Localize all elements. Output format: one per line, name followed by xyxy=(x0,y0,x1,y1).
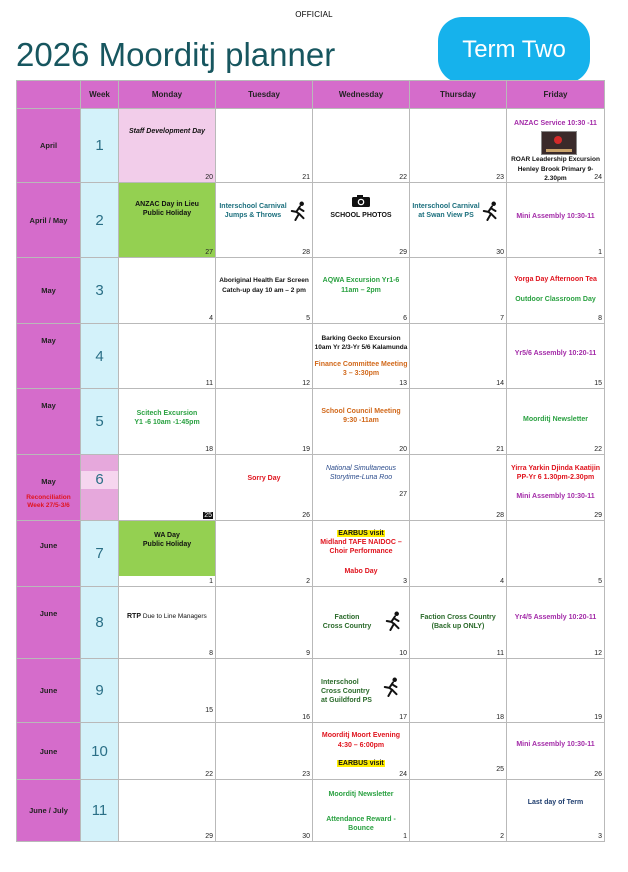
week-number: 1 xyxy=(81,109,119,183)
day-cell xyxy=(119,723,216,780)
event-text: Faction xyxy=(334,614,360,621)
event-text: Catch-up day 10 am – 2 pm xyxy=(222,287,306,294)
day-number: 11 xyxy=(205,380,213,387)
month-label: May xyxy=(41,477,56,486)
day-cell xyxy=(119,659,216,723)
day-number: 15 xyxy=(205,707,213,714)
week-number: 4 xyxy=(81,324,119,389)
day-number: 15 xyxy=(594,380,602,387)
day-cell xyxy=(507,324,605,389)
day-number: 2 xyxy=(306,578,310,585)
day-cell xyxy=(410,324,507,389)
week-number: 11 xyxy=(81,780,119,842)
week-row xyxy=(17,780,605,842)
day-cell xyxy=(313,455,410,521)
event-text: Yirra Yarkin Djinda Kaatijin xyxy=(510,465,601,472)
day-number: 22 xyxy=(594,446,602,453)
event-text: Aboriginal Health Ear Screen xyxy=(219,277,309,284)
day-number: 24 xyxy=(399,771,407,778)
day-number: 11 xyxy=(496,650,504,657)
day-number: 19 xyxy=(594,714,602,721)
day-number: 28 xyxy=(496,512,504,519)
day-cell xyxy=(410,455,507,521)
day-cell xyxy=(216,455,313,521)
day-cell xyxy=(216,521,313,587)
day-cell xyxy=(410,659,507,723)
event-text: Due to Line Managers xyxy=(142,613,207,620)
day-number: 8 xyxy=(209,650,213,657)
event-text: Public Holiday xyxy=(142,541,192,548)
day-cell xyxy=(216,389,313,455)
week-row xyxy=(17,258,605,324)
day-cell xyxy=(119,587,216,659)
month-cell: May xyxy=(17,324,81,389)
anzac-image xyxy=(541,131,577,155)
week-row xyxy=(17,183,605,258)
event-text: PP-Yr 6 1.30pm-2.30pm xyxy=(516,474,595,481)
day-cell xyxy=(410,521,507,587)
event-text: 4:30 – 6:00pm xyxy=(337,742,385,749)
event-text: 3 – 3:30pm xyxy=(342,370,380,377)
week-row xyxy=(17,659,605,723)
event-text: 9:30 -11am xyxy=(343,417,379,424)
day-number: 10 xyxy=(399,650,407,657)
event-text: 10am Yr 2/3-Yr 5/6 Kalamunda xyxy=(314,344,408,351)
week-number: 5 xyxy=(81,389,119,455)
header-row xyxy=(17,81,605,109)
event-text: Staff Development Day xyxy=(128,128,206,135)
day-number: 4 xyxy=(500,578,504,585)
event-text: Storytime-Luna Roo xyxy=(329,474,393,481)
day-cell xyxy=(507,521,605,587)
day-number: 30 xyxy=(302,833,310,840)
day-cell xyxy=(410,723,507,780)
event-text: WA Day xyxy=(154,532,180,539)
month-cell xyxy=(17,455,81,521)
day-cell xyxy=(507,659,605,723)
day-number: 5 xyxy=(598,578,602,585)
event-text: Barking Gecko Excursion xyxy=(321,335,401,342)
event-text: (Back up ONLY) xyxy=(431,623,485,630)
col-header-friday: Friday xyxy=(507,81,605,109)
event-text: National Simultaneous xyxy=(325,465,397,472)
day-cell xyxy=(216,258,313,324)
day-number: 18 xyxy=(496,714,504,721)
day-number: 16 xyxy=(302,714,310,721)
day-number: 9 xyxy=(306,650,310,657)
day-number: 13 xyxy=(399,380,407,387)
day-cell xyxy=(216,109,313,183)
day-number: 18 xyxy=(205,446,213,453)
week-number: 10 xyxy=(81,723,119,780)
day-number: 22 xyxy=(205,771,213,778)
event-text: RTP xyxy=(127,613,141,620)
week-row xyxy=(17,521,605,587)
col-header-wednesday: Wednesday xyxy=(313,81,410,109)
event-text: Yr5/6 Assembly 10:20-11 xyxy=(514,350,597,357)
event-text: 11am – 2pm xyxy=(341,287,381,294)
day-cell xyxy=(216,723,313,780)
day-number: 4 xyxy=(209,315,213,322)
day-cell xyxy=(119,183,216,258)
month-cell: June xyxy=(17,521,81,587)
week-number xyxy=(81,455,119,521)
week-row xyxy=(17,324,605,389)
col-header-week: Week xyxy=(81,81,119,109)
day-cell xyxy=(119,389,216,455)
day-number: 3 xyxy=(403,578,407,585)
month-cell: June xyxy=(17,659,81,723)
day-number: 22 xyxy=(399,174,407,181)
page-title: 2026 Moorditj planner xyxy=(16,36,336,73)
week-number: 3 xyxy=(81,258,119,324)
day-cell xyxy=(313,258,410,324)
event-text: Midland TAFE NAIDOC – xyxy=(320,539,402,546)
day-number: 25 xyxy=(204,512,212,519)
day-cell xyxy=(410,389,507,455)
day-number: 24 xyxy=(594,174,602,181)
day-cell xyxy=(507,723,605,780)
day-number: 29 xyxy=(399,249,407,256)
event-text: Interschool Carnival xyxy=(412,203,480,210)
day-cell xyxy=(119,780,216,842)
week-row xyxy=(17,723,605,780)
day-number: 1 xyxy=(598,249,602,256)
day-cell xyxy=(507,455,605,521)
day-cell xyxy=(313,723,410,780)
day-number: 20 xyxy=(205,174,213,181)
runner-icon xyxy=(383,677,401,697)
day-cell xyxy=(313,183,410,258)
event-text: SCHOOL PHOTOS xyxy=(330,212,392,219)
event-text: Interschool Carnival xyxy=(219,203,287,210)
event-text: Moorditj Newsletter xyxy=(523,416,588,423)
event-text: Public Holiday xyxy=(142,210,192,217)
week-number: 8 xyxy=(81,587,119,659)
day-cell xyxy=(313,587,410,659)
event-text: Scitech Excursion xyxy=(136,410,198,417)
runner-icon xyxy=(290,201,308,221)
event-text: ROAR Leadership Excursion xyxy=(511,156,600,163)
event-text: Mabo Day xyxy=(344,568,378,575)
day-number: 27 xyxy=(399,491,407,498)
day-cell xyxy=(507,587,605,659)
day-number: 1 xyxy=(403,833,407,840)
event-text: Mini Assembly 10:30-11 xyxy=(516,741,595,748)
day-cell xyxy=(507,780,605,842)
day-cell xyxy=(119,521,216,587)
week-row xyxy=(17,455,605,521)
day-number: 17 xyxy=(399,714,407,721)
event-text: Last day of Term xyxy=(527,799,584,806)
day-cell xyxy=(119,258,216,324)
day-cell xyxy=(313,780,410,842)
day-number: 1 xyxy=(209,578,213,585)
day-number: 23 xyxy=(302,771,310,778)
day-cell xyxy=(507,258,605,324)
day-number: 30 xyxy=(496,249,504,256)
day-number: 7 xyxy=(500,315,504,322)
event-text: Interschool xyxy=(321,679,359,686)
event-text: Y1 -6 10am -1:45pm xyxy=(134,419,200,426)
week-number-label: 6 xyxy=(81,471,118,489)
day-number: 28 xyxy=(302,249,310,256)
month-cell: June xyxy=(17,723,81,780)
day-cell xyxy=(216,587,313,659)
event-text: Mini Assembly 10:30-11 xyxy=(516,493,595,500)
day-number: 27 xyxy=(205,249,213,256)
term-badge: Term Two xyxy=(438,17,590,83)
week-number: 2 xyxy=(81,183,119,258)
event-text: Sorry Day xyxy=(247,475,281,482)
week-row xyxy=(17,389,605,455)
week-number: 7 xyxy=(81,521,119,587)
event-text: Moorditj Moort Evening xyxy=(321,732,401,739)
day-number: 5 xyxy=(306,315,310,322)
day-cell xyxy=(119,109,216,183)
col-header-monday: Monday xyxy=(119,81,216,109)
day-cell xyxy=(216,780,313,842)
camera-icon xyxy=(351,194,371,208)
day-number: 19 xyxy=(302,446,310,453)
day-number: 25 xyxy=(496,766,504,773)
day-cell xyxy=(313,521,410,587)
day-number: 12 xyxy=(594,650,602,657)
event-text: EARBUS visit xyxy=(338,530,384,537)
day-cell xyxy=(507,389,605,455)
reconciliation-note: Reconciliation Week 27/5-3/6 xyxy=(26,494,71,509)
month-cell: April / May xyxy=(17,183,81,258)
event-text: Outdoor Classroom Day xyxy=(515,296,596,303)
day-number: 26 xyxy=(594,771,602,778)
day-number: 21 xyxy=(302,174,310,181)
day-number: 21 xyxy=(496,446,504,453)
day-number: 14 xyxy=(496,380,504,387)
month-cell: June xyxy=(17,587,81,659)
day-number: 23 xyxy=(496,174,504,181)
day-cell xyxy=(216,183,313,258)
week-row xyxy=(17,109,605,183)
month-cell: May xyxy=(17,389,81,455)
event-text: at Guildford PS xyxy=(321,697,372,704)
runner-icon xyxy=(482,201,500,221)
event-text: Henley Brook Primary 9-2.30pm xyxy=(517,166,594,182)
classification-label: OFFICIAL xyxy=(295,10,333,19)
day-number: 26 xyxy=(302,512,310,519)
day-number: 29 xyxy=(594,512,602,519)
event-text: at Swan View PS xyxy=(418,212,474,219)
week-row xyxy=(17,587,605,659)
day-cell xyxy=(410,587,507,659)
day-cell xyxy=(507,183,605,258)
day-cell xyxy=(507,109,605,183)
day-number: 29 xyxy=(205,833,213,840)
day-number: 20 xyxy=(399,446,407,453)
event-text: AQWA Excursion Yr1-6 xyxy=(322,277,400,284)
day-cell xyxy=(410,183,507,258)
month-cell: June / July xyxy=(17,780,81,842)
event-text: Yr4/5 Assembly 10:20-11 xyxy=(514,614,597,621)
event-text: Finance Committee Meeting xyxy=(314,361,408,368)
day-cell xyxy=(410,109,507,183)
event-text: ANZAC Day in Lieu xyxy=(135,201,199,208)
day-number: 12 xyxy=(302,380,310,387)
runner-icon xyxy=(385,611,403,631)
day-cell xyxy=(410,780,507,842)
event-text: Faction Cross Country xyxy=(420,614,496,621)
event-text: ANZAC Service 10:30 -11 xyxy=(514,120,597,127)
month-cell: May xyxy=(17,258,81,324)
day-cell xyxy=(119,455,216,521)
day-cell xyxy=(119,324,216,389)
day-cell xyxy=(313,324,410,389)
day-cell xyxy=(313,659,410,723)
day-number: 6 xyxy=(403,315,407,322)
day-cell xyxy=(313,109,410,183)
event-text: EARBUS visit xyxy=(338,760,384,767)
week-number: 9 xyxy=(81,659,119,723)
col-header-month xyxy=(17,81,81,109)
col-header-tuesday: Tuesday xyxy=(216,81,313,109)
event-text: Yorga Day Afternoon Tea xyxy=(514,276,597,283)
day-cell xyxy=(313,389,410,455)
planner-table xyxy=(16,80,605,842)
day-number: 3 xyxy=(598,833,602,840)
event-text: Choir Performance xyxy=(329,548,393,555)
day-number: 8 xyxy=(598,315,602,322)
day-cell xyxy=(216,659,313,723)
day-number: 2 xyxy=(500,833,504,840)
col-header-thursday: Thursday xyxy=(410,81,507,109)
day-cell xyxy=(216,324,313,389)
event-text: Jumps & Throws xyxy=(224,212,282,219)
event-text: Mini Assembly 10:30-11 xyxy=(516,213,595,220)
event-text: Moorditj Newsletter xyxy=(328,791,394,798)
event-text: Cross Country xyxy=(321,688,370,695)
event-text: School Council Meeting xyxy=(321,408,401,415)
event-text: Cross Country xyxy=(322,623,372,630)
day-cell xyxy=(410,258,507,324)
month-cell: April xyxy=(17,109,81,183)
event-text: Attendance Reward - Bounce xyxy=(326,816,396,832)
